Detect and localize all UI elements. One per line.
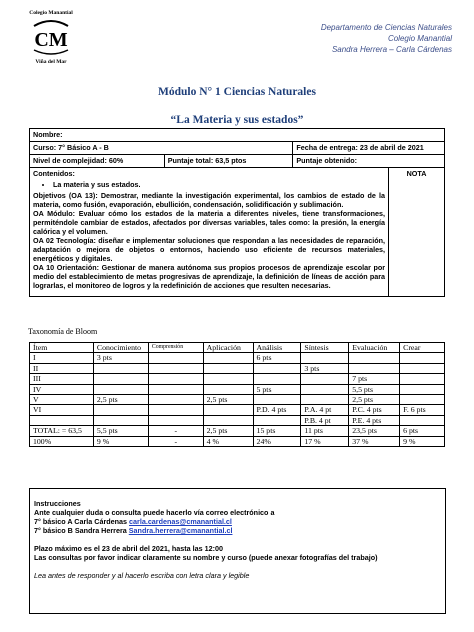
- contents-list: [33, 180, 385, 189]
- table-cell: [400, 384, 445, 394]
- table-row: [30, 353, 445, 363]
- table-cell: [93, 405, 148, 415]
- table-cell: 15 pts: [253, 426, 301, 436]
- table-cell: 37 %: [349, 436, 400, 446]
- email-link-a[interactable]: carla.cardenas@cmanantial.cl: [129, 517, 232, 526]
- table-cell: [301, 374, 349, 384]
- table-cell: F. 6 pts: [400, 405, 445, 415]
- contents-label: Contenidos:: [33, 169, 75, 178]
- table-cell: [93, 384, 148, 394]
- table-cell: [400, 363, 445, 373]
- table-cell: 7 pts: [349, 374, 400, 384]
- table-cell: [301, 353, 349, 363]
- table-cell: [93, 374, 148, 384]
- contact-b: [34, 526, 441, 535]
- header-cell: Aplicación: [203, 343, 253, 353]
- obtained-score-field[interactable]: Puntaje obtenido:: [293, 155, 445, 168]
- bloom-header-row: [30, 343, 445, 353]
- table-cell: 9 %: [400, 436, 445, 446]
- table-cell: [203, 405, 253, 415]
- table-cell: 23,5 pts: [349, 426, 400, 436]
- table-cell: 3 pts: [301, 363, 349, 373]
- table-row: [30, 405, 445, 415]
- bloom-label: Taxonomía de Bloom: [28, 327, 98, 336]
- table-cell: [203, 415, 253, 425]
- objective-oa13: Objetivos (OA 13): Demostrar, mediante la investigación experimental, los cambios de estado de la materia, como fusión, evaporación, ebullición, condensación, solidificación y sublimación.: [33, 191, 386, 209]
- table-cell: [301, 384, 349, 394]
- contact-b-label: 7° básico B Sandra Herrera: [34, 526, 127, 535]
- table-row: [30, 426, 445, 436]
- department-info: [321, 22, 452, 55]
- table-cell: 5 pts: [253, 384, 301, 394]
- table-cell: [400, 374, 445, 384]
- table-cell: 3 pts: [93, 353, 148, 363]
- logo-school-name: Colegio Manantial: [29, 10, 73, 16]
- header-cell: Comprensión: [148, 343, 203, 353]
- header-cell: Conocimiento: [93, 343, 148, 353]
- table-cell: 17 %: [301, 436, 349, 446]
- table-cell: 2,5 pts: [203, 426, 253, 436]
- table-cell: P.D. 4 pts: [253, 405, 301, 415]
- table-cell: P.C. 4 pts: [349, 405, 400, 415]
- table-cell: [253, 395, 301, 405]
- table-cell: 100%: [30, 436, 94, 446]
- objective-tecnologia: OA 02 Tecnología: diseñar e implementar soluciones que respondan a las necesidades de reparación, adaptación o mejora de objetos o entornos, haciendo uso eficiente de recursos materiales, energéticos y digitales.: [33, 236, 386, 263]
- table-cell: 5,5 pts: [349, 384, 400, 394]
- name-field[interactable]: Nombre:: [30, 129, 445, 142]
- contact-a-label: 7° básico A Carla Cárdenas: [34, 517, 128, 526]
- table-cell: [148, 353, 203, 363]
- table-cell: [203, 384, 253, 394]
- table-cell: [400, 353, 445, 363]
- grade-label: NOTA: [406, 169, 427, 178]
- table-cell: [203, 353, 253, 363]
- table-cell: [253, 415, 301, 425]
- logo-place: Viña del Mar: [35, 59, 67, 65]
- table-cell: P.B. 4 pt: [301, 415, 349, 425]
- table-row: [30, 415, 445, 425]
- table-cell: [148, 395, 203, 405]
- list-item: • La materia y sus estados.: [53, 180, 385, 189]
- course-field: Curso: 7° Básico A - B: [30, 142, 293, 155]
- table-cell: 6 pts: [253, 353, 301, 363]
- table-cell: [400, 415, 445, 425]
- email-link-b[interactable]: Sandra.herrera@cmanantial.cl: [128, 526, 233, 535]
- cm-monogram-icon: [30, 18, 72, 56]
- table-cell: 11 pts: [301, 426, 349, 436]
- table-cell: 2,5 pts: [93, 395, 148, 405]
- school-logo: [20, 10, 82, 66]
- table-row: [30, 395, 445, 405]
- student-info-table: [29, 128, 445, 297]
- table-cell: [148, 405, 203, 415]
- deadline-text: Plazo máximo es el 23 de abril del 2021, hasta las 12:00: [34, 544, 223, 553]
- table-cell: [148, 415, 203, 425]
- header-cell: Síntesis: [301, 343, 349, 353]
- table-cell: 6 pts: [400, 426, 445, 436]
- table-cell: [148, 363, 203, 373]
- table-cell: 9 %: [93, 436, 148, 446]
- table-cell: -: [148, 426, 203, 436]
- table-cell: 24%: [253, 436, 301, 446]
- table-cell: [93, 363, 148, 373]
- instructions-line: Ante cualquier duda o consulta puede hacerlo vía correo electrónico a: [34, 508, 275, 517]
- module-subtitle: “La Materia y sus estados”: [170, 114, 304, 126]
- grade-field[interactable]: [389, 168, 445, 297]
- header-cell: Crear: [400, 343, 445, 353]
- table-cell: -: [148, 436, 203, 446]
- table-row: [30, 384, 445, 394]
- contact-a: [34, 517, 441, 526]
- table-row: [30, 436, 445, 446]
- table-cell: P.A. 4 pt: [301, 405, 349, 415]
- table-cell: II: [30, 363, 94, 373]
- spacer: [34, 562, 441, 571]
- table-cell: 2,5 pts: [349, 395, 400, 405]
- table-cell: [253, 363, 301, 373]
- table-cell: [93, 415, 148, 425]
- table-cell: VI: [30, 405, 94, 415]
- table-cell: [30, 415, 94, 425]
- complexity-level: Nivel de complejidad: 60%: [30, 155, 165, 168]
- table-cell: [400, 395, 445, 405]
- header-cell: Evaluación: [349, 343, 400, 353]
- logo-monogram-text: CM: [34, 29, 68, 51]
- consultas-text: Las consultas por favor indicar claramente su nombre y curso (puede anexar fotografías del trabajo): [34, 553, 378, 562]
- table-cell: V: [30, 395, 94, 405]
- table-cell: [148, 374, 203, 384]
- header-cell: Ítem: [30, 343, 94, 353]
- table-cell: [148, 384, 203, 394]
- table-cell: [203, 374, 253, 384]
- spacer: [34, 535, 441, 544]
- table-cell: P.E. 4 pts: [349, 415, 400, 425]
- table-cell: III: [30, 374, 94, 384]
- total-score: Puntaje total: 63,5 ptos: [164, 155, 293, 168]
- table-cell: [349, 363, 400, 373]
- table-cell: [253, 374, 301, 384]
- objective-modulo: OA Módulo: Evaluar cómo los estados de la materia a diferentes niveles, tiene transformaciones, permiténdole cambiar de estados, afectados por diversas variables, tales como: la presión, la energía calórica y el volumen.: [33, 209, 386, 236]
- table-cell: I: [30, 353, 94, 363]
- table-cell: 5,5 pts: [93, 426, 148, 436]
- table-cell: [301, 395, 349, 405]
- dept-line: Colegio Manantial: [387, 34, 452, 43]
- instructions-box: [29, 488, 446, 614]
- table-cell: [349, 353, 400, 363]
- dept-line: Sandra Herrera – Carla Cárdenas: [331, 45, 452, 54]
- instructions-heading: Instrucciones: [34, 499, 81, 508]
- read-note: Lea antes de responder y al hacerlo escriba con letra clara y legible: [34, 571, 250, 580]
- header-cell: Análisis: [253, 343, 301, 353]
- table-row: [30, 363, 445, 373]
- table-row: [30, 374, 445, 384]
- delivery-date: Fecha de entrega: 23 de abril de 2021: [293, 142, 445, 155]
- contents-cell: [30, 168, 389, 297]
- table-cell: TOTAL: = 63,5: [30, 426, 94, 436]
- table-cell: 4 %: [203, 436, 253, 446]
- table-cell: 2,5 pts: [203, 395, 253, 405]
- module-title: Módulo N° 1 Ciencias Naturales: [158, 86, 316, 98]
- table-cell: [203, 363, 253, 373]
- dept-line: Departamento de Ciencias Naturales: [320, 23, 452, 32]
- objective-orientacion: OA 10 Orientación: Gestionar de manera autónoma sus propios procesos de aprendizaje escolar por medio del establecimiento de metas progresivas de aprendizaje, la definición de líneas de acción para lograrlas, el monitoreo de logros y la redefinición de acciones que resulten necesarias.: [33, 263, 386, 290]
- table-cell: IV: [30, 384, 94, 394]
- bloom-table: [29, 342, 445, 447]
